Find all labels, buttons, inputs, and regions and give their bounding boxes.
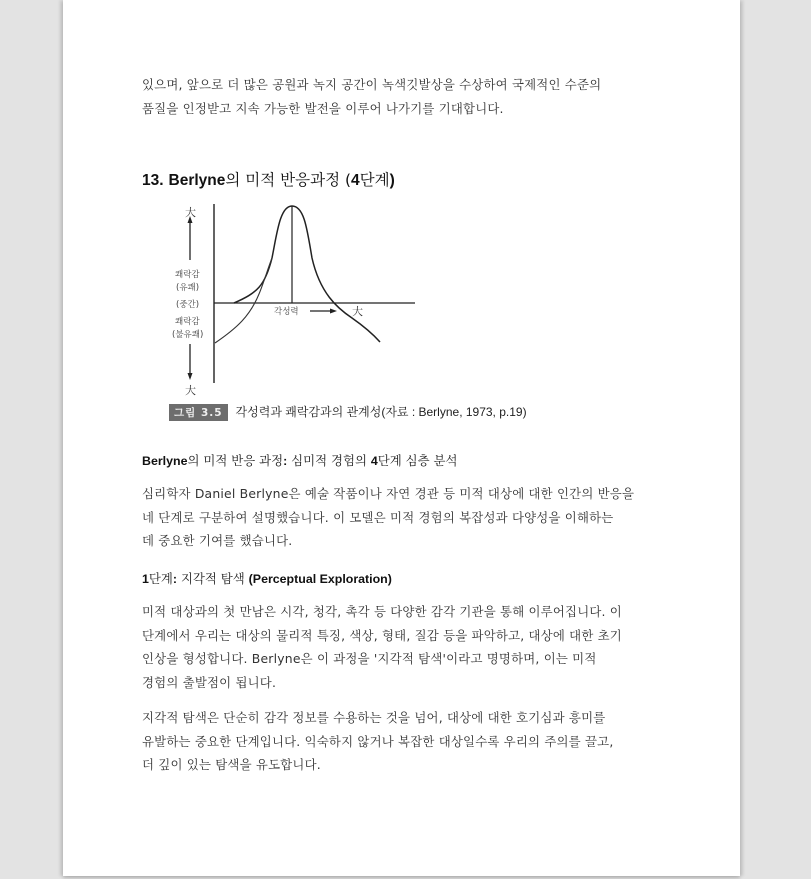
heading-name: Berlyne <box>168 172 226 189</box>
arousal-pleasure-curve-graphic <box>162 198 582 403</box>
text-line: 단계에서 우리는 대상의 물리적 특징, 색상, 형태, 질감 등을 파악하고, 대상에 대한 초기 <box>142 627 622 643</box>
document-page <box>63 0 740 876</box>
stage-number: 1 <box>142 572 149 586</box>
subtitle-stage-count: 4 <box>370 454 378 468</box>
text-line: 있으며, 앞으로 더 많은 공원과 녹지 공간이 녹색깃발상을 수상하여 국제적인 수준의 <box>142 77 602 92</box>
y-axis-top-label: 大 <box>185 206 196 219</box>
x-axis-end-label: 大 <box>352 305 363 318</box>
stage-1-paragraph-2 <box>142 706 667 777</box>
text-line: 네 단계로 구분하여 설명했습니다. 이 모델은 미적 경험의 복잡성과 다양성을 이해하는 <box>142 509 614 525</box>
pleasure-label: 쾌락감 <box>175 270 200 280</box>
heading-number: 13. <box>142 172 164 189</box>
figure-caption <box>169 403 527 421</box>
neutral-label: (중간) <box>176 300 200 310</box>
subtitle-text-3: 단계 심층 분석 <box>377 453 458 468</box>
y-axis-bottom-label: 大 <box>185 384 196 397</box>
text-line: 심리학자 Daniel Berlyne은 예술 작품이나 자연 경관 등 미적 대상에 대한 인간의 반응을 <box>142 486 635 501</box>
analysis-subtitle <box>142 451 457 469</box>
heading-stage-count: 4 <box>351 172 360 189</box>
pleasure-sublabel: (유쾌) <box>176 283 200 293</box>
figure-number-tag: 그림 3.5 <box>169 404 228 421</box>
text-line: 데 중요한 기여를 했습니다. <box>142 533 293 548</box>
x-axis-label: 각성력 <box>274 307 299 317</box>
text-line: 지각적 탐색은 단순히 감각 정보를 수용하는 것을 넘어, 대상에 대한 호기심과 흥미를 <box>142 710 606 725</box>
section-heading <box>142 168 395 190</box>
subtitle-colon: : <box>283 454 288 468</box>
displeasure-sublabel: (불유쾌) <box>172 330 204 340</box>
heading-suffix: 단계 <box>359 171 390 189</box>
text-line: 미적 대상과의 첫 만남은 시각, 청각, 촉각 등 다양한 감각 기관을 통해 이루어집니다. 이 <box>142 604 622 619</box>
text-line: 품질을 인정받고 지속 가능한 발전을 이루어 나가기를 기대합니다. <box>142 100 504 116</box>
subtitle-bold-name: Berlyne <box>142 454 188 468</box>
stage-title: 지각적 탐색 <box>177 571 249 586</box>
text-line: 유발하는 중요한 단계입니다. 익숙하지 않거나 복잡한 대상일수록 우리의 주의를 끌고, <box>142 733 614 749</box>
stage-colon: : <box>172 572 177 586</box>
figure-caption-text: 각성력과 쾌락감과의 관계성(자료 : Berlyne, 1973, p.19) <box>235 405 527 419</box>
text-line: 경험의 출발점이 됩니다. <box>142 674 277 690</box>
subtitle-text-2: 심미적 경험의 <box>287 453 371 468</box>
text-line: 더 깊이 있는 탐색을 유도합니다. <box>142 757 321 772</box>
heading-text: 의 미적 반응과정 ( <box>225 171 352 189</box>
stage-label: 단계 <box>148 571 173 586</box>
stage-1-paragraph-1 <box>142 600 667 694</box>
heading-close: ) <box>389 172 395 189</box>
berlyne-arousal-figure <box>162 198 582 428</box>
stage-1-heading <box>142 569 392 587</box>
intro-paragraph <box>142 73 667 120</box>
subtitle-text: 의 미적 반응 과정 <box>187 453 284 468</box>
intro-berlyne-paragraph <box>142 482 667 553</box>
text-line: 인상을 형성합니다. Berlyne은 이 과정을 '지각적 탐색'이라고 명명하며, 이는 미적 <box>142 651 597 666</box>
displeasure-label: 쾌락감 <box>175 317 200 327</box>
stage-english-title: (Perceptual Exploration) <box>248 572 392 586</box>
